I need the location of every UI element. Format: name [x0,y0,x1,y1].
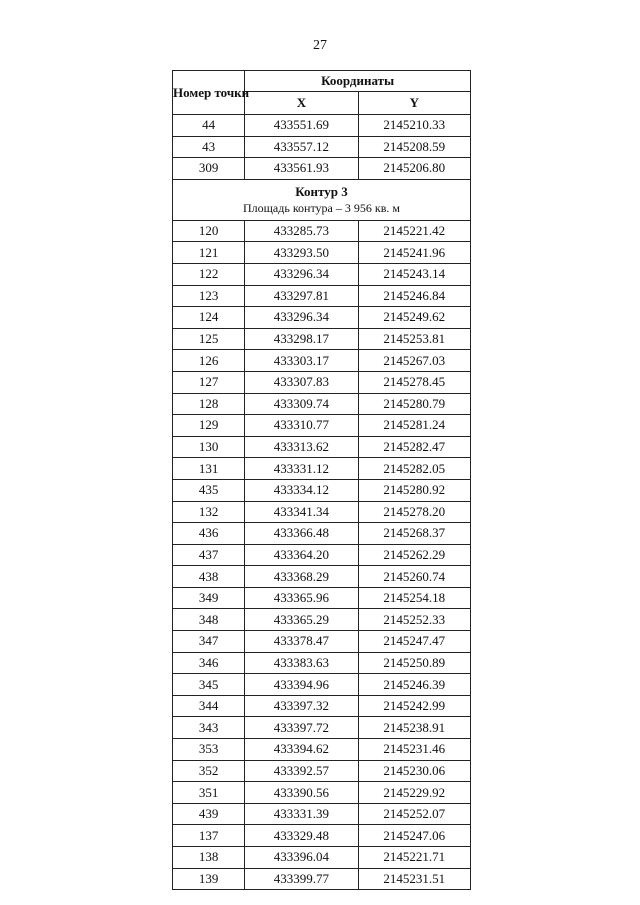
table-row [173,739,471,761]
cell-x: 433313.62 [245,436,358,458]
table-row [173,868,471,890]
cell-y: 2145247.06 [358,825,470,847]
table-row [173,523,471,545]
table-row [173,115,471,137]
cell-point: 120 [173,220,245,242]
cell-x: 433394.62 [245,739,358,761]
cell-point: 344 [173,695,245,717]
cell-point: 127 [173,371,245,393]
cell-point: 352 [173,760,245,782]
cell-y: 2145221.42 [358,220,470,242]
table-row [173,458,471,480]
cell-x: 433383.63 [245,652,358,674]
cell-y: 2145230.06 [358,760,470,782]
table-row [173,220,471,242]
table-row [173,566,471,588]
cell-x: 433365.96 [245,587,358,609]
cell-point: 123 [173,285,245,307]
table-row [173,847,471,869]
table-row [173,695,471,717]
cell-x: 433309.74 [245,393,358,415]
cell-x: 433297.81 [245,285,358,307]
cell-point: 137 [173,825,245,847]
cell-point: 309 [173,158,245,180]
cell-point: 122 [173,263,245,285]
table-row [173,285,471,307]
cell-point: 438 [173,566,245,588]
cell-x: 433366.48 [245,523,358,545]
cell-x: 433296.34 [245,307,358,329]
contour-row [173,179,471,220]
cell-x: 433307.83 [245,371,358,393]
cell-point: 139 [173,868,245,890]
cell-x: 433397.72 [245,717,358,739]
table-row [173,371,471,393]
cell-point: 353 [173,739,245,761]
table-row [173,674,471,696]
cell-point: 44 [173,115,245,137]
cell-x: 433399.77 [245,868,358,890]
cell-x: 433390.56 [245,782,358,804]
cell-y: 2145268.37 [358,523,470,545]
cell-point: 435 [173,479,245,501]
table-header-row [173,71,471,92]
table-row [173,307,471,329]
table-row [173,544,471,566]
cell-x: 433334.12 [245,479,358,501]
cell-point: 351 [173,782,245,804]
cell-x: 433298.17 [245,328,358,350]
cell-x: 433296.34 [245,263,358,285]
cell-y: 2145246.84 [358,285,470,307]
cell-point: 132 [173,501,245,523]
cell-y: 2145249.62 [358,307,470,329]
cell-point: 129 [173,415,245,437]
cell-y: 2145206.80 [358,158,470,180]
table-row [173,242,471,264]
cell-y: 2145280.92 [358,479,470,501]
table-row [173,609,471,631]
header-y: Y [358,92,470,115]
cell-y: 2145282.05 [358,458,470,480]
cell-x: 433341.34 [245,501,358,523]
cell-y: 2145253.81 [358,328,470,350]
cell-y: 2145229.92 [358,782,470,804]
cell-y: 2145250.89 [358,652,470,674]
cell-point: 131 [173,458,245,480]
cell-y: 2145267.03 [358,350,470,372]
cell-x: 433329.48 [245,825,358,847]
cell-y: 2145210.33 [358,115,470,137]
contour-title: Контур 3 [295,183,348,199]
table-row [173,328,471,350]
cell-y: 2145242.99 [358,695,470,717]
cell-point: 349 [173,587,245,609]
header-point-number [173,71,250,115]
cell-point: 43 [173,136,245,158]
cell-point: 348 [173,609,245,631]
cell-x: 433368.29 [245,566,358,588]
cell-point: 124 [173,307,245,329]
cell-x: 433310.77 [245,415,358,437]
table-row [173,760,471,782]
contour-area: Площадь контура – 3 956 кв. м [243,200,400,215]
cell-point: 346 [173,652,245,674]
cell-y: 2145278.45 [358,371,470,393]
cell-y: 2145231.51 [358,868,470,890]
cell-x: 433303.17 [245,350,358,372]
cell-y: 2145252.07 [358,803,470,825]
header-x: X [245,92,358,115]
cell-point: 125 [173,328,245,350]
cell-y: 2145241.96 [358,242,470,264]
cell-y: 2145243.14 [358,263,470,285]
cell-x: 433365.29 [245,609,358,631]
cell-y: 2145208.59 [358,136,470,158]
cell-y: 2145252.33 [358,609,470,631]
cell-x: 433378.47 [245,631,358,653]
cell-x: 433364.20 [245,544,358,566]
cell-x: 433285.73 [245,220,358,242]
cell-point: 121 [173,242,245,264]
cell-x: 433331.12 [245,458,358,480]
cell-x: 433392.57 [245,760,358,782]
cell-point: 347 [173,631,245,653]
table-row [173,415,471,437]
table-row [173,501,471,523]
cell-y: 2145221.71 [358,847,470,869]
cell-point: 138 [173,847,245,869]
cell-point: 126 [173,350,245,372]
cell-y: 2145278.20 [358,501,470,523]
cell-point: 436 [173,523,245,545]
table-row [173,136,471,158]
cell-point: 345 [173,674,245,696]
cell-x: 433293.50 [245,242,358,264]
table-row [173,158,471,180]
table-row [173,350,471,372]
cell-y: 2145247.47 [358,631,470,653]
cell-y: 2145260.74 [358,566,470,588]
contour-cell [173,179,471,220]
cell-y: 2145282.47 [358,436,470,458]
cell-point: 343 [173,717,245,739]
table-row [173,803,471,825]
table-row [173,587,471,609]
cell-y: 2145231.46 [358,739,470,761]
coordinates-table [172,70,471,890]
cell-y: 2145238.91 [358,717,470,739]
table-row [173,825,471,847]
table-row [173,393,471,415]
cell-point: 130 [173,436,245,458]
table-row [173,263,471,285]
table-row [173,717,471,739]
coordinates-table-body [173,71,471,890]
page-number: 27 [313,38,327,53]
header-point-number-label: Номер точки [173,85,250,100]
cell-x: 433551.69 [245,115,358,137]
cell-x: 433331.39 [245,803,358,825]
cell-point: 437 [173,544,245,566]
cell-y: 2145281.24 [358,415,470,437]
table-row [173,479,471,501]
cell-point: 439 [173,803,245,825]
cell-x: 433394.96 [245,674,358,696]
cell-y: 2145246.39 [358,674,470,696]
cell-x: 433397.32 [245,695,358,717]
table-row [173,782,471,804]
cell-point: 128 [173,393,245,415]
table-row [173,652,471,674]
header-coordinates: Координаты [245,71,471,92]
cell-y: 2145280.79 [358,393,470,415]
cell-x: 433396.04 [245,847,358,869]
table-row [173,631,471,653]
cell-x: 433561.93 [245,158,358,180]
cell-y: 2145262.29 [358,544,470,566]
table-row [173,436,471,458]
cell-y: 2145254.18 [358,587,470,609]
cell-x: 433557.12 [245,136,358,158]
